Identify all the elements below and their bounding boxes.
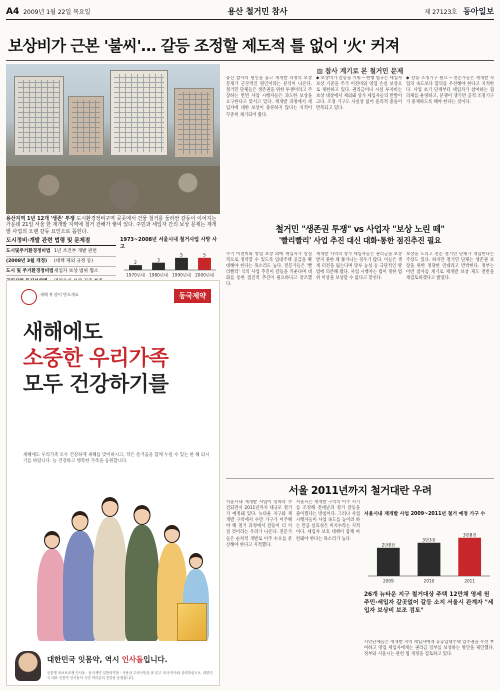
product-name: 인사돌	[121, 655, 144, 664]
page-number: A4	[6, 6, 20, 17]
tick-label: 2000년대	[195, 272, 214, 278]
article-column: 보상을 노리고 전문 철거민 단체가 개입한다는 주장도 있다. 하지만 철거민 단체는 생존권 보장을 위한 정당한 연대라고 반박한다. 정부는 이번 참사를 계기로 재개발 보상 제도 전반을 재검토하겠다고 밝혔다.	[406, 252, 494, 282]
chart-plot	[120, 250, 220, 278]
data-label: 3만3천	[422, 537, 436, 543]
table-cell: 1년 조건부 개발 관련	[54, 249, 97, 255]
edition-number: 제 27123호	[424, 9, 458, 16]
article-column: 서울시는 재개발 구역의 이주 시기를 조정해 전세난과 철거 갈등을 줄이겠다는 방침이다. 그러나 사업 시행자들이 사업 속도를 높이려 하는 만큼 실효성은 미지수라는 지적이다. 세입자 보호 대책이 함께 마련돼야 한다는 목소리가 높다.	[296, 500, 360, 542]
ad-slogan-line: 소중한 우리가족	[23, 345, 169, 370]
article-column: ◆ 보상비가 갈등을 키워 ─ 현행 법규는 세입자 보상 기준을 주거 이전비와 영업 손실 보상으로 제한하고 있다. 권리금이나 시설 투자비는 보상 대상에서 제외돼 상가 세입자들의 반발이 크다. 조정 기구도 사실상 없어 물리적 충돌이 반복되고 있다.	[316, 76, 402, 112]
table-cell: 도시및주거환경정비법	[6, 249, 51, 255]
article-column: 주거 이전비와 영업 보상 외에 세입자가 실질적으로 정착할 수 있도록 임대주택 공급을 확대해야 한다는 목소리도 높다. 전문가들은 '빨리빨리' 식의 사업 추진이 갈등을 키운다며 대화를 통한 점진적 추진이 필요하다고 강조했다.	[226, 252, 312, 288]
caption-title: 용산지역 1년 12개 '생존' 투쟁	[6, 216, 75, 222]
ad-fine-print: 잇몸병 치료보조제 인사돌 · 동국제약 일반의약품 · 사용상 주의사항을 잘 읽고 의사·약사와 상의하십시오. 대한민국 대표 잇몸약 인사돌이 국민 여러분의 건강을 응원합니다.	[47, 671, 213, 680]
table-title: 도시정비·개발 관련 법령 및 문제점	[6, 236, 116, 246]
data-label: 5	[180, 252, 183, 258]
special-section-heading: ▨ 참사 계기로 본 철거민 문제	[316, 67, 404, 75]
section-divider	[226, 478, 494, 479]
article-column: ◆ 갈등 조정기구 필요 ─ 전문가들은 재개발 사업의 속도보다 합의를 우선해야 한다고 지적한다. 사업 초기 단계부터 세입자가 참여하는 협의체를 운영하고, 분쟁이 생기면 공적 조정기구가 중재하도록 해야 한다는 것이다.	[406, 76, 494, 106]
new-year-seal-icon	[21, 289, 37, 305]
ad-slogan-line: 모두 건강하기를	[23, 371, 169, 396]
tick-label: 2011	[464, 578, 476, 584]
table-cell: 도시 및 주거환경정비법	[6, 268, 54, 274]
table-cell: (대책 제외 규정 등)	[54, 259, 94, 265]
table-row	[6, 247, 116, 257]
ad-body-text: 새해에도 우리가족 모두 건강하게 새해를 맞이하시고, 작은 즐거움을 함께 누릴 수 있는 한 해 되시기를 바랍니다. 늘 건강하고 행복한 가족을 응원합니다.	[23, 453, 210, 464]
chart-title: 1973~2008년 서울시내 철거사업 사망 사고	[120, 237, 217, 250]
tick-label: 2010	[423, 578, 435, 584]
data-label: 2만8천	[381, 542, 396, 548]
table-cell: (2008년 3월 개정)	[6, 259, 48, 265]
bar	[198, 258, 211, 270]
article-column: 재개발 지역의 상가 세입자들은 권리금을 보상받지 못한 채 쫓겨나는 경우가 많다. 이들은 생계 터전을 잃는다며 망루 농성 등 극단적인 방법에 의존해 왔다. 사업 시행자는 법이 정한 범위 이상을 보상할 수 없다고 맞선다.	[316, 252, 402, 282]
bar	[175, 258, 188, 270]
main-headline: 보상비가 근본 '불씨'… 갈등 조정할 제도적 틀 없어 '火' 커져	[8, 37, 400, 55]
advertiser-logo: 동국제약	[174, 289, 211, 303]
issue-date: 2009년 1월 22일 목요일	[23, 9, 91, 16]
death-accident-chart	[120, 236, 220, 278]
sub-headline-line1: 철거민 "생존권 투쟁" vs 사업자 "보상 노린 떼"	[275, 224, 445, 234]
section-title: 용산 철거민 참사	[227, 7, 288, 16]
chart-title: 서울시내 재개발 사업 2009~2011년 철거 예정 가구 수	[364, 512, 486, 517]
tick-label: 2009	[382, 578, 394, 584]
product-box-icon	[177, 603, 207, 641]
sidebar-summary: 26개 뉴타운 지구 철거대상 주택 12만채 영세 원주민·세입자 갈곳없어 갈등 소지 서울시 관계자 "세입자 보상비 보조 검토"	[364, 592, 494, 614]
article-column: 서울시내 재개발 사업이 잇따라 추진되면서 2011년까지 대규모 철거가 예정돼 있다. 뉴타운 지구와 재개발 구역에서 수만 가구가 이주해야 해 철거 과정에서 갈등이 더 커질 것이라는 우려가 나온다. 전문가들은 순차적 개발로 이주 수요를 분산해야 한다고 지적했다.	[226, 500, 292, 548]
redevelopment-demolition-chart	[364, 512, 494, 586]
ad-slogan	[23, 319, 168, 397]
demolition-photo	[6, 64, 220, 214]
data-label: 3만8천	[462, 532, 477, 538]
tick-label: 1980년대	[149, 272, 168, 278]
headline-rule	[6, 60, 494, 61]
bar	[377, 548, 400, 576]
seal-text: 새해 복 많이 받으세요	[40, 292, 79, 297]
pharma-advertisement[interactable]	[6, 280, 220, 686]
tagline-text: 대한민국 잇몸약, 역시	[47, 655, 122, 664]
bar	[458, 538, 481, 576]
table-row	[6, 257, 116, 267]
bar	[152, 263, 165, 270]
tick-label: 1970년대	[126, 272, 145, 278]
sub-headline	[226, 224, 494, 246]
sub-headline-line2: '빨리빨리' 사업 추진 대신 대화·통한 점진추진 필요	[278, 236, 442, 245]
data-label: 5	[203, 252, 206, 258]
data-label: 2	[134, 259, 137, 265]
page-header	[6, 4, 494, 20]
newspaper-logo: 동아일보	[463, 7, 494, 16]
ad-footer	[7, 645, 219, 685]
second-article-headline: 서울 2011년까지 철거대란 우려	[288, 485, 432, 497]
caption-text: 도시환경정비구역 곳곳에서 건물 철거를 둘러싼 갈등이 이어지는 가운데 21일 서울 한 재개발 지역에 철거 잔해가 쌓여 있다. 주민과 세입자 간의 보상 문제는 재개발 사업의 오랜 갈등 요인으로 꼽힌다.	[6, 216, 217, 235]
ad-slogan-line: 새해에도	[23, 319, 103, 344]
table-cell: 세입자 보상 범위 협소	[54, 268, 99, 274]
model-portrait	[15, 651, 41, 681]
data-label: 3	[157, 257, 160, 263]
article-column: 시민단체들은 재개발 지역 세입자에게 공공임대주택 입주권을 우선 부여하고 영업 세입자에게는 권리금 일부를 보상하는 방안을 제안했다. 정부와 서울시는 관련 법 개정을 검토하고 있다.	[364, 640, 494, 658]
table-row	[6, 267, 116, 277]
tagline-text: 입니다.	[143, 655, 168, 664]
ad-tagline	[47, 654, 167, 665]
photo-caption	[6, 216, 220, 235]
article-column: 용산 참사의 원인을 놓고 재개발 과정의 보상 문제가 근본적인 원인이라는 분석이 나온다. 철거민 단체들은 생존권을 위한 투쟁이라고 주장하는 반면 사업 시행자들은 과도한 보상을 요구한다고 맞서고 있다. 재개발 과정에서 세입자에 대한 보상이 충분하지 않다는 지적이 꾸준히 제기되어 왔다.	[226, 76, 312, 118]
bar	[129, 265, 142, 270]
bar	[418, 543, 441, 576]
tick-label: 1990년대	[172, 272, 191, 278]
chart-plot	[364, 526, 494, 584]
